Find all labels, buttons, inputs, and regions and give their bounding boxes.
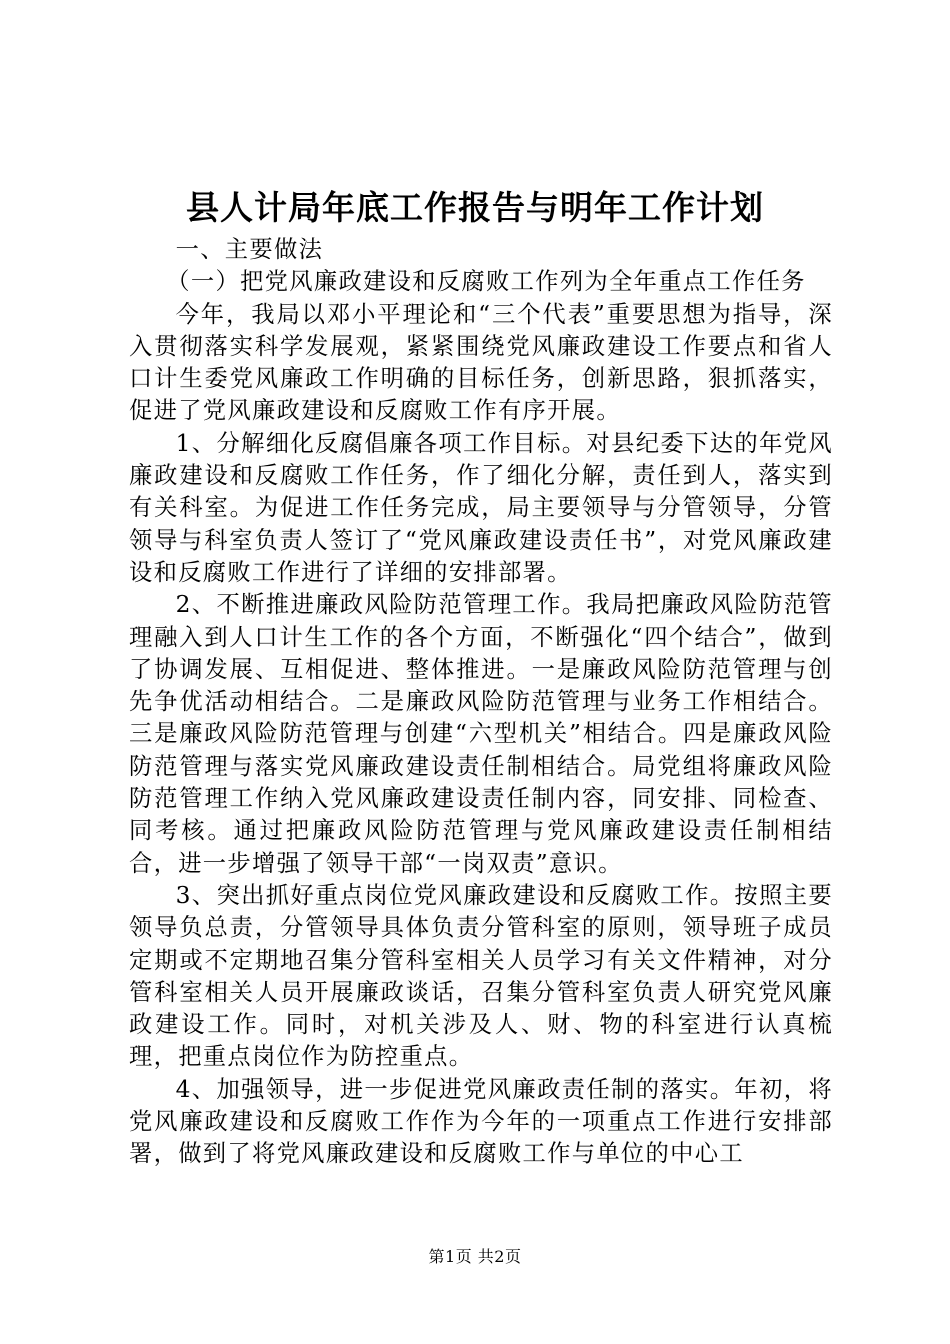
body-paragraph: 今年，我局以邓小平理论和“三个代表”重要思想为指导，深入贯彻落实科学发展观，紧紧围绕党风廉政建设工作要点和省人口计生委党风廉政工作明确的目标任务，创新思路，狠抓落实，促进了党风廉政建设和反腐败工作有序开展。 [129, 300, 833, 425]
document-title: 县人计局年底工作报告与明年工作计划 [186, 188, 764, 227]
page-footer: 第1页 共2页 [428, 1247, 522, 1266]
subsection-heading: （一）把党风廉政建设和反腐败工作列为全年重点工作任务 [166, 268, 806, 296]
body-paragraph: 3、突出抓好重点岗位党风廉政建设和反腐败工作。按照主要领导负总责，分管领导具体负责分管科室的原则，领导班子成员定期或不定期地召集分管科室相关人员学习有关文件精神，对分管科室相关人员开展廉政谈话，召集分管科室负责人研究党风廉政建设工作。同时，对机关涉及人、财、物的科室进行认真梳理，把重点岗位作为防控重点。 [129, 881, 833, 1071]
body-paragraph: 2、不断推进廉政风险防范管理工作。我局把廉政风险防范管理融入到人口计生工作的各个方面，不断强化“四个结合”，做到了协调发展、互相促进、整体推进。一是廉政风险防范管理与创先争优活动相结合。二是廉政风险防范管理与业务工作相结合。三是廉政风险防范管理与创建“六型机关”相结合。四是廉政风险防范管理与落实党风廉政建设责任制相结合。局党组将廉政风险防范管理工作纳入党风廉政建设责任制内容，同安排、同检查、同考核。通过把廉政风险防范管理与党风廉政建设责任制相结合，进一步增强了领导干部“一岗双责”意识。 [129, 591, 833, 877]
document-body [129, 234, 833, 1171]
body-paragraph: 4、加强领导，进一步促进党风廉政责任制的落实。年初，将党风廉政建设和反腐败工作作为今年的一项重点工作进行安排部署，做到了将党风廉政建设和反腐败工作与单位的中心工 [129, 1075, 833, 1168]
body-paragraph: 1、分解细化反腐倡廉各项工作目标。对县纪委下达的年党风廉政建设和反腐败工作任务，作了细化分解，责任到人，落实到有关科室。为促进工作任务完成，局主要领导与分管领导，分管领导与科室负责人签订了“党风廉政建设责任书”，对党风廉政建设和反腐败工作进行了详细的安排部署。 [129, 429, 833, 586]
section-heading: 一、主要做法 [175, 236, 324, 263]
